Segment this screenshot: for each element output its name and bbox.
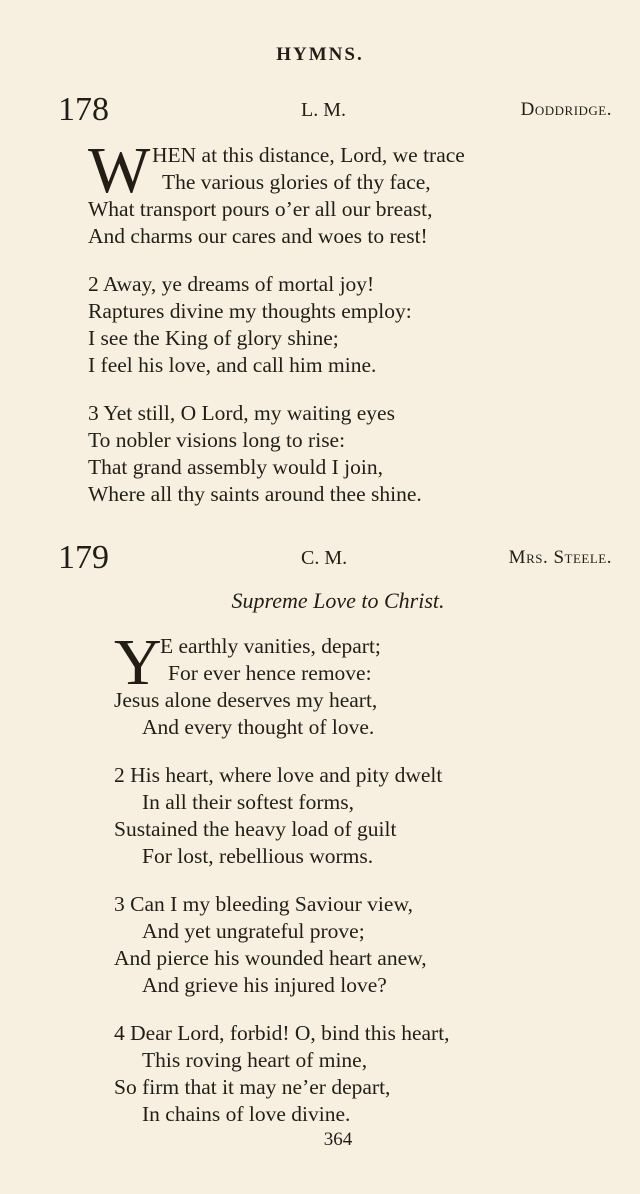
verse-line: I see the King of glory shine; (88, 326, 339, 350)
page-number: 364 (323, 1129, 353, 1150)
verse-line: Raptures divine my thoughts employ: (88, 299, 412, 323)
verse-line: Jesus alone deserves my heart, (114, 688, 378, 712)
hymn-author: Mrs. Steele. (508, 547, 612, 568)
verse-line: 2 His heart, where love and pity dwelt (114, 763, 443, 787)
verse-line: 4 Dear Lord, forbid! O, bind this heart, (114, 1021, 450, 1045)
running-head: HYMNS. (276, 44, 364, 65)
verse-line: E earthly vanities, depart; (160, 634, 381, 658)
drop-cap-letter: W (88, 134, 151, 207)
verse-line: 3 Yet still, O Lord, my waiting eyes (88, 401, 395, 425)
verse-line: For ever hence remove: (168, 661, 372, 685)
hymn-number: 178 (58, 91, 109, 128)
verse-line: In chains of love divine. (142, 1102, 351, 1126)
verse-line: HEN at this distance, Lord, we trace (152, 143, 465, 167)
hymn-number: 179 (58, 539, 109, 576)
verse-line: What transport pours o’er all our breast, (88, 197, 433, 221)
verse-line: 3 Can I my bleeding Saviour view, (114, 892, 413, 916)
hymn-179-header (58, 538, 612, 578)
verse-line: So firm that it may ne’er depart, (114, 1075, 391, 1099)
verse-line: And yet ungrateful prove; (142, 919, 365, 943)
hymn-178-header (58, 90, 612, 130)
verse-line: And every thought of love. (142, 715, 375, 739)
hymn-subtitle: Supreme Love to Christ. (231, 588, 445, 613)
verse-line: In all their softest forms, (142, 790, 354, 814)
hymn-meter: C. M. (301, 547, 348, 569)
verse-line: And grieve his injured love? (142, 973, 387, 997)
drop-cap-letter: Y (114, 626, 162, 699)
verse-line: Where all thy saints around thee shine. (88, 482, 422, 506)
verse-line: Sustained the heavy load of guilt (114, 817, 397, 841)
verse-line: 2 Away, ye dreams of mortal joy! (88, 272, 375, 296)
verse-line: And pierce his wounded heart anew, (114, 946, 427, 970)
verse-line: To nobler visions long to rise: (88, 428, 346, 452)
hymn-author: Doddridge. (520, 99, 612, 120)
verse-line: I feel his love, and call him mine. (88, 353, 377, 377)
verse-line: This roving heart of mine, (142, 1048, 368, 1072)
verse-line: The various glories of thy face, (162, 170, 431, 194)
verse-line: And charms our cares and woes to rest! (88, 224, 428, 248)
verse-line: For lost, rebellious worms. (142, 844, 374, 868)
verse-line: That grand assembly would I join, (88, 455, 383, 479)
hymn-meter: L. M. (301, 99, 346, 121)
